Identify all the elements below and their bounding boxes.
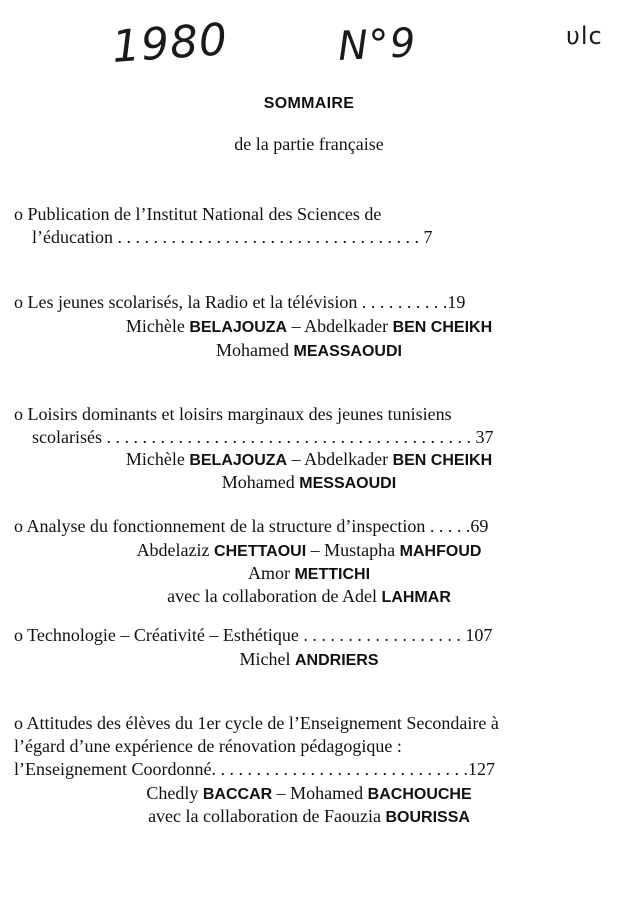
entry-6-authors-line-1: Chedly BACCAR – Mohamed BACHOUCHE xyxy=(146,783,472,803)
entry-3-authors-line-1: Michèle BELAJOUZA – Abdelkader BEN CHEIKH xyxy=(125,449,493,469)
entry-6-title-line-3: l’Enseignement Coordonné. . . . . . . . . . . . . . . . . . . . . . . . . . . . .127 xyxy=(14,759,495,779)
entry-6-title-line-1: o Attitudes des élèves du 1er cycle de l’Enseignement Secondaire à xyxy=(14,713,499,733)
entry-3-title-line-1: o Loisirs dominants et loisirs marginaux des jeunes tunisiens xyxy=(14,404,452,424)
entry-1-title-line-2: l’éducation . . . . . . . . . . . . . . . . . . . . . . . . . . . . . . . . . . 7 xyxy=(32,227,433,247)
entry-3-title-line-2: scolarisés . . . . . . . . . . . . . . . . . . . . . . . . . . . . . . . . . . . . . . . . . 37 xyxy=(32,427,494,447)
entry-4-authors-line-3: avec la collaboration de Adel LAHMAR xyxy=(167,586,451,606)
handwritten-corner-mark: υlc xyxy=(566,22,603,50)
entry-6-title-line-2: l’égard d’une expérience de rénovation pédagogique : xyxy=(14,736,402,756)
entry-4-authors-line-2: Amor METTICHI xyxy=(247,563,371,583)
handwritten-issue-number: N°9 xyxy=(336,19,418,71)
entry-2-authors-line-2: Mohamed MEASSAOUDI xyxy=(216,340,402,360)
entry-5-authors-line-1: Michel ANDRIERS xyxy=(239,649,379,669)
handwritten-year: 1980 xyxy=(110,14,230,73)
entry-2-authors-line-1: Michèle BELAJOUZA – Abdelkader BEN CHEIKH xyxy=(125,316,493,336)
entry-2-title-line-1: o Les jeunes scolarisés, la Radio et la télévision . . . . . . . . . .19 xyxy=(14,292,466,312)
entry-4-authors-line-1: Abdelaziz CHETTAOUI – Mustapha MAHFOUD xyxy=(136,540,482,560)
entry-5-title-line-1: o Technologie – Créativité – Esthétique . . . . . . . . . . . . . . . . . . 107 xyxy=(14,625,493,645)
page-subtitle: de la partie française xyxy=(234,134,384,154)
entry-3-authors-line-2: Mohamed MESSAOUDI xyxy=(221,472,397,492)
page-title: SOMMAIRE xyxy=(263,95,355,112)
entry-6-authors-line-2: avec la collaboration de Faouzia BOURISSA xyxy=(148,806,470,826)
entry-4-title-line-1: o Analyse du fonctionnement de la structure d’inspection . . . . .69 xyxy=(14,516,489,536)
entry-1-title-line-1: o Publication de l’Institut National des Sciences de xyxy=(14,204,382,224)
